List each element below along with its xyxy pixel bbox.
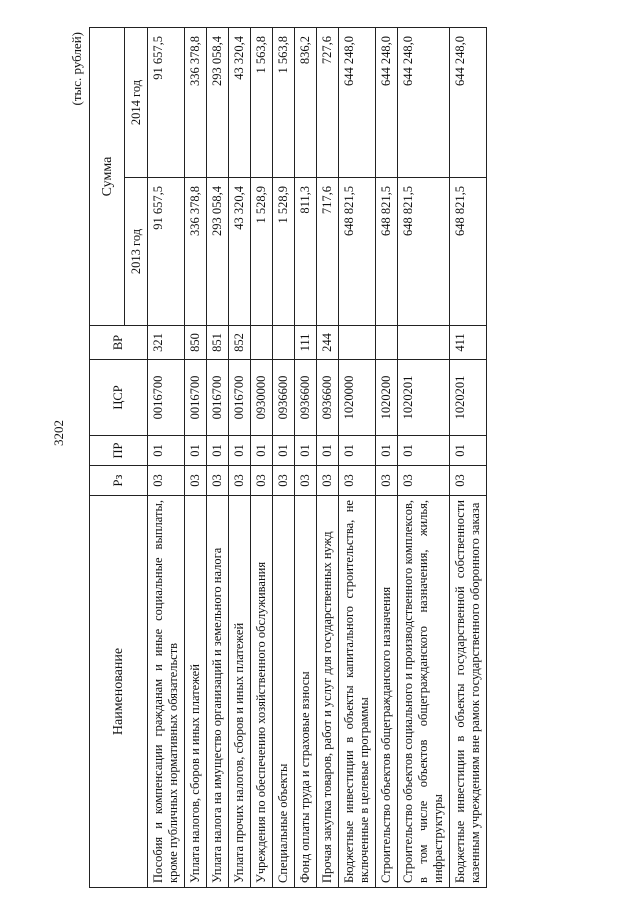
table-row [376, 28, 398, 888]
cell-vr: 851 [207, 326, 229, 360]
cell-pr: 01 [148, 436, 185, 466]
cell-rz: 03 [317, 466, 339, 496]
cell-name: Фонд оплаты труда и страховые взносы [295, 496, 317, 888]
cell-name: Бюджетные инвестиции в объекты государственной собственности казенным учреждениям вне рамок государственного оборонного заказа [450, 496, 487, 888]
cell-rz: 03 [185, 466, 207, 496]
header-rz: Рз [90, 466, 148, 496]
cell-vr [398, 326, 450, 360]
table-row [339, 28, 376, 888]
cell-name: Уплата налога на имущество организаций и земельного налога [207, 496, 229, 888]
header-2013: 2013 год [125, 178, 148, 326]
cell-2013: 43 320,4 [229, 178, 251, 326]
cell-csr: 0016700 [185, 360, 207, 436]
cell-name: Уплата налогов, сборов и иных платежей [185, 496, 207, 888]
cell-2014: 1 563,8 [273, 28, 295, 178]
cell-2014: 644 248,0 [339, 28, 376, 178]
cell-2014: 43 320,4 [229, 28, 251, 178]
table-row [317, 28, 339, 888]
table-row [273, 28, 295, 888]
cell-2013: 648 821,5 [339, 178, 376, 326]
table-row [207, 28, 229, 888]
cell-csr: 1020201 [398, 360, 450, 436]
units-note: (тыс. рублей) [69, 32, 84, 106]
rotated-table-sheet [45, 28, 625, 888]
cell-pr: 01 [450, 436, 487, 466]
cell-vr [339, 326, 376, 360]
cell-rz: 03 [207, 466, 229, 496]
cell-2013: 293 058,4 [207, 178, 229, 326]
table-row [185, 28, 207, 888]
cell-name: Пособия и компенсации гражданам и иные социальные выплаты, кроме публичных нормативных обязательств [148, 496, 185, 888]
cell-rz: 03 [229, 466, 251, 496]
cell-csr: 1020201 [450, 360, 487, 436]
cell-2013: 717,6 [317, 178, 339, 326]
cell-name: Учреждения по обеспечению хозяйственного обслуживания [251, 496, 273, 888]
cell-csr: 1020000 [339, 360, 376, 436]
cell-2014: 644 248,0 [376, 28, 398, 178]
cell-rz: 03 [273, 466, 295, 496]
cell-vr [273, 326, 295, 360]
cell-2013: 1 528,9 [273, 178, 295, 326]
header-name: Наименование [90, 496, 148, 888]
cell-2013: 1 528,9 [251, 178, 273, 326]
cell-rz: 03 [398, 466, 450, 496]
cell-rz: 03 [295, 466, 317, 496]
cell-csr: 0016700 [229, 360, 251, 436]
cell-2013: 91 657,5 [148, 178, 185, 326]
cell-pr: 01 [273, 436, 295, 466]
cell-rz: 03 [376, 466, 398, 496]
cell-rz: 03 [450, 466, 487, 496]
cell-2014: 336 378,8 [185, 28, 207, 178]
cell-pr: 01 [207, 436, 229, 466]
table-row [450, 28, 487, 888]
cell-csr: 0016700 [148, 360, 185, 436]
cell-pr: 01 [376, 436, 398, 466]
cell-pr: 01 [339, 436, 376, 466]
table-header [90, 28, 148, 888]
header-sum: Сумма [90, 28, 125, 326]
cell-name: Специальные объекты [273, 496, 295, 888]
cell-pr: 01 [295, 436, 317, 466]
cell-pr: 01 [251, 436, 273, 466]
cell-2014: 644 248,0 [398, 28, 450, 178]
table-row [295, 28, 317, 888]
cell-name: Строительство объектов социального и производственного комплексов, в том числе объектов общегражданского назначения, жилья, инфраструктуры [398, 496, 450, 888]
cell-name: Строительство объектов общегражданского назначения [376, 496, 398, 888]
cell-vr: 111 [295, 326, 317, 360]
cell-vr: 852 [229, 326, 251, 360]
cell-csr: 0936600 [295, 360, 317, 436]
cell-csr: 0936600 [317, 360, 339, 436]
header-2014: 2014 год [125, 28, 148, 178]
cell-csr: 1020200 [376, 360, 398, 436]
cell-2014: 1 563,8 [251, 28, 273, 178]
cell-name: Прочая закупка товаров, работ и услуг для государственных нужд [317, 496, 339, 888]
cell-rz: 03 [251, 466, 273, 496]
cell-vr: 244 [317, 326, 339, 360]
table-row [148, 28, 185, 888]
cell-vr [376, 326, 398, 360]
cell-name: Бюджетные инвестиции в объекты капитального строительства, не включенные в целевые программы [339, 496, 376, 888]
cell-2014: 91 657,5 [148, 28, 185, 178]
cell-vr [251, 326, 273, 360]
budget-table [89, 27, 487, 888]
cell-pr: 01 [398, 436, 450, 466]
cell-pr: 01 [317, 436, 339, 466]
header-pr: ПР [90, 436, 148, 466]
cell-2013: 648 821,5 [398, 178, 450, 326]
cell-csr: 0930000 [251, 360, 273, 436]
table-row [251, 28, 273, 888]
cell-2013: 648 821,5 [450, 178, 487, 326]
cell-2013: 811,3 [295, 178, 317, 326]
cell-2013: 648 821,5 [376, 178, 398, 326]
cell-pr: 01 [229, 436, 251, 466]
cell-vr: 321 [148, 326, 185, 360]
header-vr: ВР [90, 326, 148, 360]
cell-vr: 850 [185, 326, 207, 360]
cell-rz: 03 [339, 466, 376, 496]
cell-rz: 03 [148, 466, 185, 496]
cell-2014: 836,2 [295, 28, 317, 178]
header-csr: ЦСР [90, 360, 148, 436]
cell-2013: 336 378,8 [185, 178, 207, 326]
cell-2014: 727,6 [317, 28, 339, 178]
table-body [148, 28, 487, 888]
table-row [229, 28, 251, 888]
cell-2014: 293 058,4 [207, 28, 229, 178]
table-row [398, 28, 450, 888]
cell-2014: 644 248,0 [450, 28, 487, 178]
cell-csr: 0936600 [273, 360, 295, 436]
cell-csr: 0016700 [207, 360, 229, 436]
page-number: 3202 [51, 420, 66, 446]
cell-pr: 01 [185, 436, 207, 466]
cell-name: Уплата прочих налогов, сборов и иных платежей [229, 496, 251, 888]
cell-vr: 411 [450, 326, 487, 360]
